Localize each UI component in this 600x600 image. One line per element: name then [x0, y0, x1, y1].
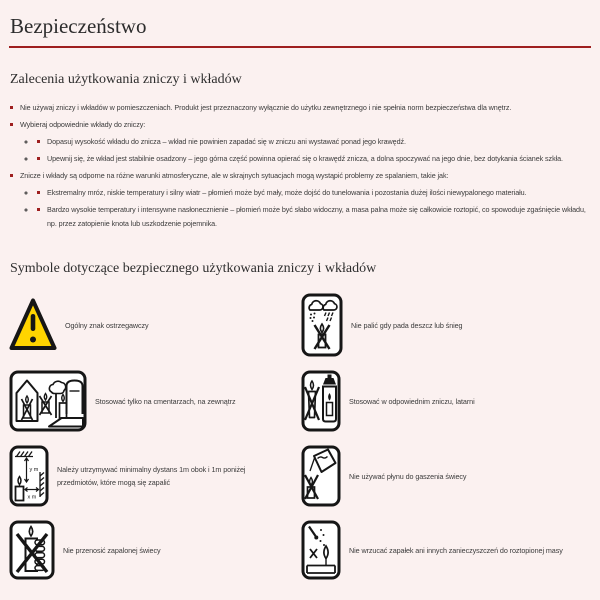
bullet-text: Wybieraj odpowiednie wkłady do zniczy: — [20, 120, 146, 129]
bullet-marker — [10, 106, 13, 109]
sub-list — [36, 186, 591, 230]
no-carrying-lit-candle-icon — [9, 520, 55, 580]
symbol-general-warning — [9, 296, 301, 354]
bullet-text: Znicze i wkłady są odporne na różne warunki atmosferyczne, ale w skrajnych sytuacjach mogą wystąpić problemy ze spalaniem, takie jak: — [20, 171, 449, 180]
symbol-caption: Stosować w odpowiednim zniczu, latarni — [349, 396, 475, 406]
symbol-cemetery-only — [9, 370, 301, 432]
symbol-use-in-lantern — [301, 370, 591, 432]
page-title: Bezpieczeństwo — [10, 14, 147, 38]
section-heading-symbols: Symbole dotyczące bezpiecznego użytkowania zniczy i wkładów — [10, 261, 377, 276]
bullet-text: Bardzo wysokie temperatury i intensywne nasłonecznienie – płomień może być słabo widoczny, a masa palna może się całkowicie roztopić, co spowoduje zgaśnięcie wkładu, np. przez zatopienie knota lub uszkodzenie pojemnika. — [47, 205, 586, 228]
recommendations-list — [9, 101, 591, 230]
sub-bullet-item — [36, 135, 591, 149]
distance-x-label: x m — [27, 494, 37, 501]
symbol-no-liquid — [301, 445, 591, 507]
bullet-item — [9, 118, 591, 166]
section-heading-recommendations: Zalecenia użytkowania zniczy i wkładów — [10, 72, 242, 87]
symbol-caption: Nie przenosić zapalonej świecy — [63, 545, 161, 555]
minimum-distance-icon — [9, 445, 49, 507]
symbol-caption: Należy utrzymywać minimalny dystans 1m obok i 1m poniżej przedmiotów, które mogą się zapalić — [57, 465, 246, 487]
sub-bullet-item — [36, 203, 591, 230]
warning-triangle-icon — [9, 296, 57, 354]
symbol-caption: Nie palić gdy pada deszcz lub śnieg — [351, 320, 463, 330]
bullet-text: Ekstremalny mróz, niskie temperatury i silny wiatr – płomień może być mały, może dojść do tunelowania i pozostania dużej ilości niewypalonego materiału. — [47, 188, 527, 197]
no-extinguishing-liquid-icon — [301, 445, 341, 507]
bullet-marker — [10, 174, 13, 177]
symbol-caption: Nie używać płynu do gaszenia świecy — [349, 471, 467, 481]
bullet-marker — [37, 191, 40, 194]
use-in-lantern-icon — [301, 370, 341, 432]
symbol-no-matches — [301, 520, 591, 580]
bullet-text: Nie używaj zniczy i wkładów w pomieszczeniach. Produkt jest przeznaczony wyłącznie do użytku zewnętrznego i nie spełnia norm bezpieczeństwa dla wnętrz. — [20, 103, 512, 112]
sub-list — [36, 135, 591, 166]
symbol-no-carrying — [9, 520, 301, 580]
safety-page — [0, 14, 600, 580]
symbol-minimum-distance — [9, 445, 301, 507]
symbol-caption: Ogólny znak ostrzegawczy — [65, 320, 149, 330]
cemetery-outdoor-use-icon — [9, 370, 87, 432]
symbol-caption: Nie wrzucać zapałek ani innych zanieczyszczeń do roztopionej masy — [349, 545, 563, 555]
bullet-marker — [37, 208, 40, 211]
bullet-item — [9, 169, 591, 230]
bullet-text: Upewnij się, że wkład jest stabilnie osadzony – jego górna część powinna opierać się o krawędź znicza, a dolna spoczywać na jego dnie, bez dotykania ścianek szkła. — [47, 154, 563, 163]
no-matches-in-melted-wax-icon — [301, 520, 341, 580]
sub-bullet-item — [36, 152, 591, 166]
bullet-text: Dopasuj wysokość wkładu do znicza – wkład nie powinien zapadać się w zniczu ani wystawać ponad jego krawędź. — [47, 137, 406, 146]
symbol-no-rain-snow — [301, 293, 591, 357]
no-burning-in-rain-snow-icon — [301, 293, 343, 357]
bullet-marker — [37, 157, 40, 160]
bullet-marker — [10, 123, 13, 126]
symbol-caption: Stosować tylko na cmentarzach, na zewnątrz — [95, 396, 236, 406]
symbols-grid — [9, 293, 591, 580]
bullet-item — [9, 101, 591, 115]
sub-bullet-item — [36, 186, 591, 200]
bullet-marker — [37, 140, 40, 143]
distance-y-label: y m — [29, 467, 39, 473]
title-divider — [9, 46, 591, 48]
